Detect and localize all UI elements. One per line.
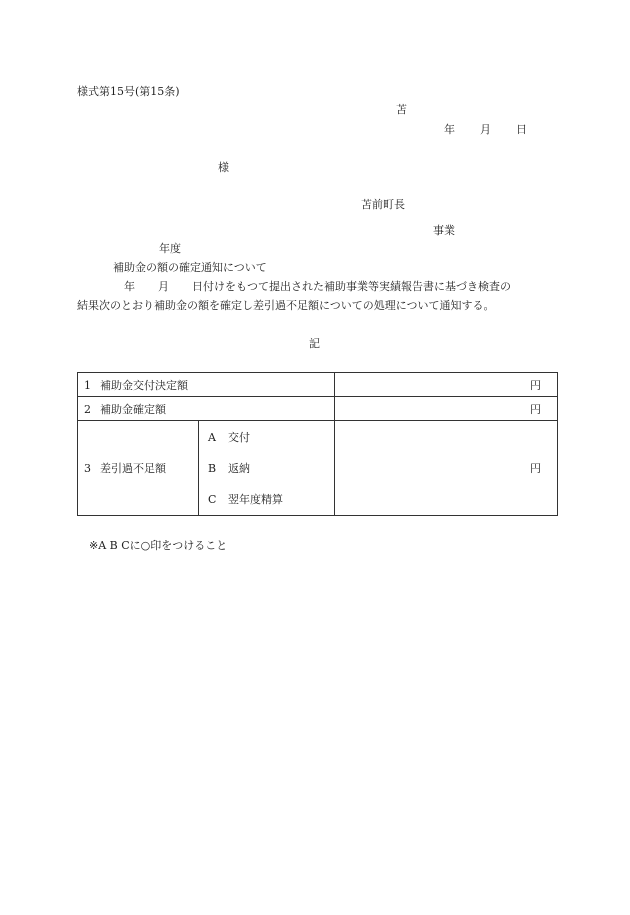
form-number: 様式第15号(第15条) [77,85,180,98]
date-year-label: 年 [444,123,455,136]
date-day-label: 日 [516,123,527,136]
ki-heading: 記 [309,337,320,350]
settlement-option [199,453,334,484]
fiscal-year-label: 年度 [159,242,181,255]
issue-date [444,123,527,137]
table-row [78,397,558,421]
row-number: 3 [84,462,91,475]
row-label-cell [78,397,335,421]
amount-cell [335,373,558,397]
sender: 苫前町長 [361,198,405,211]
settlement-option [199,484,334,515]
amount-cell [335,421,558,516]
body-line-1 [124,280,511,294]
settlement-option [199,422,334,453]
row-label: 補助金確定額 [100,402,166,416]
amount-table [77,372,558,516]
addressee-suffix: 様 [218,161,229,174]
body-month-label: 月 [158,280,169,293]
body-text-line-1: 日付けをもつて提出された補助事業等実績報告書に基づき検査の [192,280,511,293]
option-text: 交付 [228,430,250,444]
option-text: 返納 [228,461,250,475]
yen-unit: 円 [530,402,541,416]
option-text: 翌年度精算 [228,492,283,506]
row-label-cell [78,421,199,516]
yen-unit: 円 [530,462,541,475]
table-row [78,373,558,397]
option-letter: A [208,430,216,444]
row-number: 1 [84,378,91,392]
row-label-cell [78,373,335,397]
option-letter: B [208,461,217,475]
body-line-2: 結果次のとおり補助金の額を確定し差引過不足額についての処理について通知する。 [77,299,495,312]
row-label: 補助金交付決定額 [100,378,188,392]
notice-subject: 補助金の額の確定通知について [113,261,267,274]
settlement-options-cell [199,421,335,516]
amount-cell [335,397,558,421]
footnote: ※A B Cに○印をつけること [89,539,228,552]
document-mark: 苫 [396,103,407,116]
date-month-label: 月 [480,123,491,136]
table-row [78,421,558,516]
yen-unit: 円 [530,378,541,392]
project-suffix: 事業 [433,224,455,237]
row-number: 2 [84,402,91,416]
row-label: 差引過不足額 [100,462,166,475]
body-year-label: 年 [124,280,135,293]
option-letter: C [208,492,217,506]
